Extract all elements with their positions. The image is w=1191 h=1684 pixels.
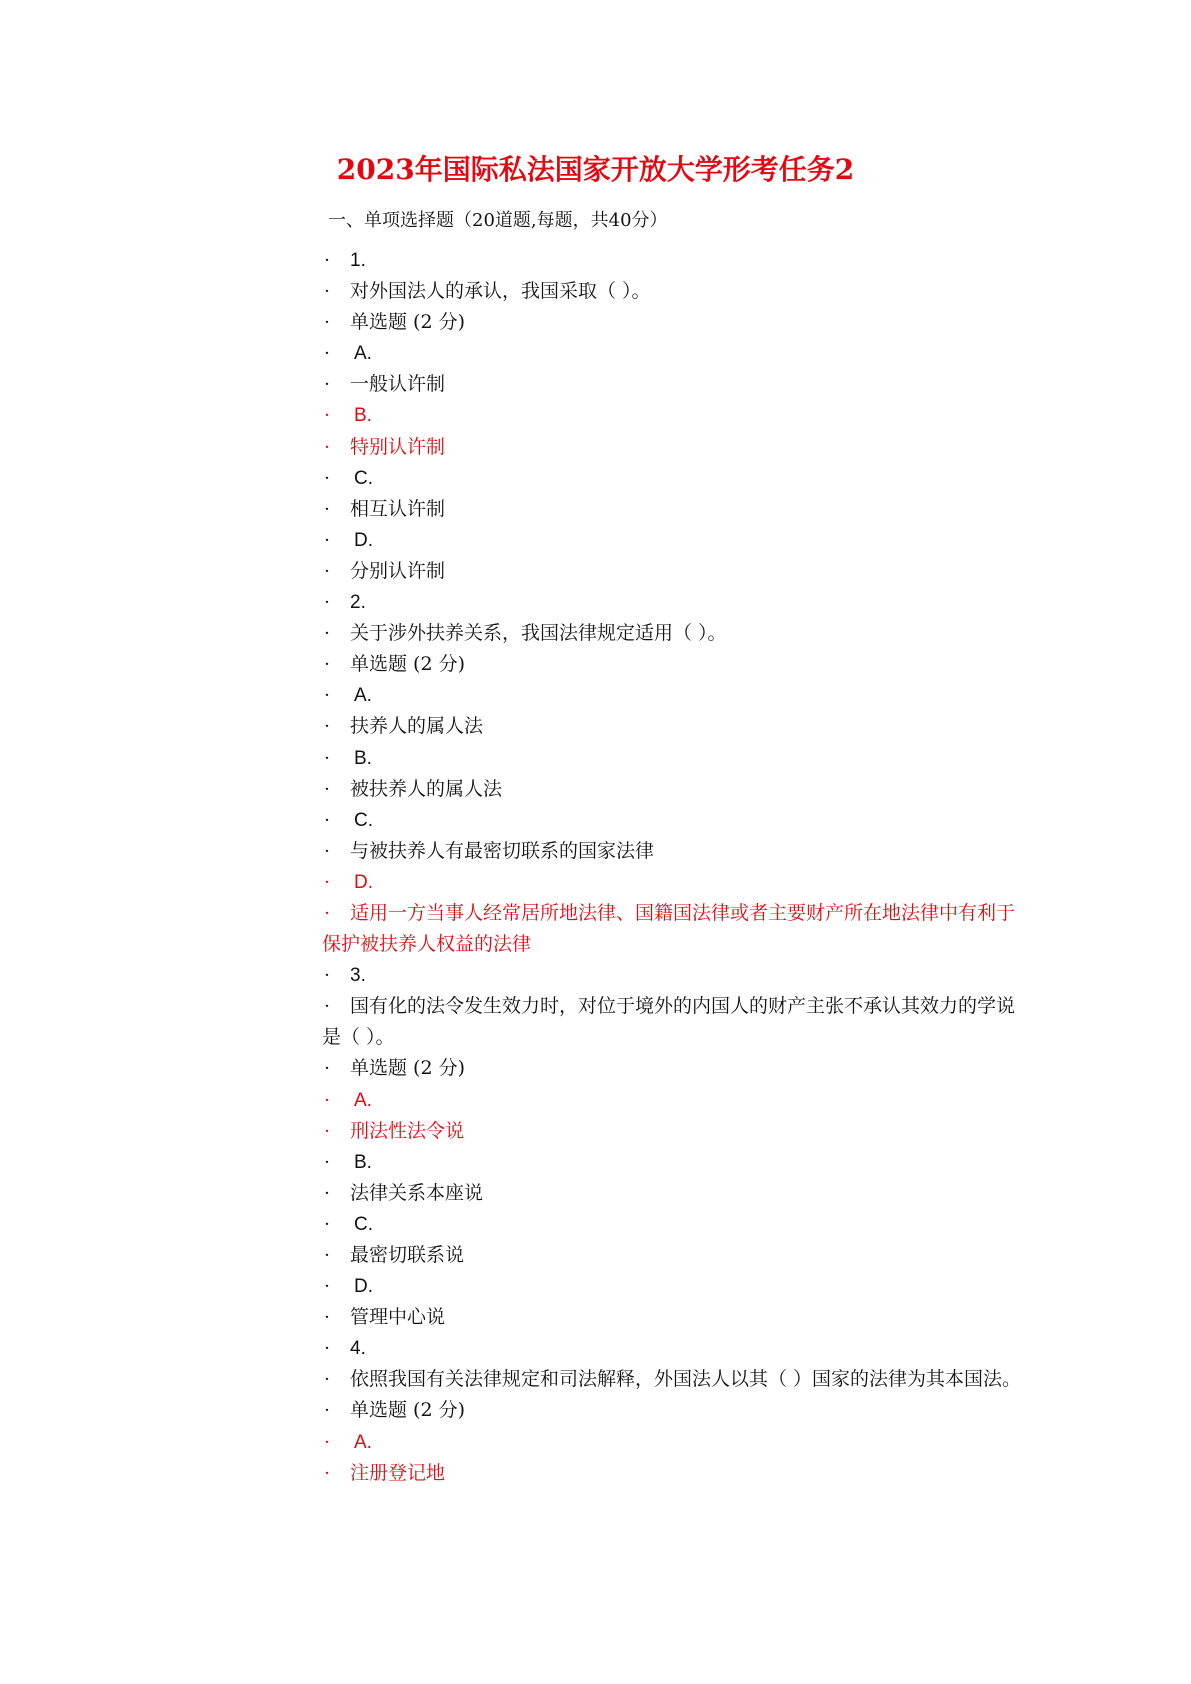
- line-text: A.: [354, 1431, 372, 1453]
- line-text: B.: [354, 405, 372, 427]
- option-label: [322, 1147, 1022, 1178]
- option-label: [322, 867, 1022, 898]
- line-text: A.: [354, 1089, 372, 1111]
- line-text: B.: [354, 747, 372, 769]
- bullet-icon: ·: [324, 1431, 330, 1453]
- bullet-icon: ·: [324, 778, 330, 800]
- section-heading: 一、单项选择题（20道题,每题，共40分）: [328, 210, 668, 231]
- line-text: 单选题 (2 分): [350, 311, 465, 334]
- bullet-icon: ·: [324, 436, 330, 458]
- option-label: [322, 743, 1022, 774]
- line-text: 1.: [350, 250, 366, 271]
- bullet-icon: ·: [324, 1213, 330, 1235]
- list-item: [322, 898, 1022, 960]
- list-item: [322, 556, 1022, 587]
- bullet-icon: ·: [324, 685, 330, 707]
- line-text: 相互认许制: [350, 497, 446, 520]
- bullet-icon: ·: [324, 1338, 330, 1360]
- line-text: 3.: [350, 965, 366, 987]
- list-item: [322, 1178, 1022, 1209]
- bullet-icon: ·: [324, 281, 330, 303]
- line-text: A.: [354, 343, 372, 365]
- line-text: 单选题 (2 分): [350, 1399, 465, 1422]
- bullet-icon: ·: [324, 1400, 330, 1422]
- line-text: 4.: [350, 1338, 366, 1360]
- line-text: 扶养人的属人法: [350, 715, 484, 738]
- line-text: 2.: [350, 592, 366, 614]
- list-item: [322, 1240, 1022, 1271]
- bullet-icon: ·: [324, 654, 330, 676]
- line-text: 单选题 (2 分): [350, 653, 465, 676]
- line-text: D.: [354, 871, 373, 893]
- list-item: [322, 1302, 1022, 1333]
- list-item: [322, 649, 1022, 680]
- bullet-icon: ·: [324, 529, 330, 551]
- bullet-icon: ·: [324, 312, 330, 334]
- list-item: [322, 276, 1022, 307]
- line-text: 国有化的法令发生效力时，对位于境外的内国人的财产主张不承认其效力的学说是（ ）。: [322, 995, 1016, 1049]
- line-text: D.: [354, 529, 373, 551]
- bullet-icon: ·: [324, 716, 330, 738]
- bullet-icon: ·: [324, 467, 330, 489]
- line-text: 分别认许制: [350, 559, 446, 582]
- bullet-icon: ·: [324, 871, 330, 893]
- line-text: 特别认许制: [350, 435, 446, 458]
- bullet-icon: ·: [324, 1245, 330, 1266]
- line-text: D.: [354, 1276, 373, 1298]
- list-item: [322, 369, 1022, 400]
- line-text: 被扶养人的属人法: [350, 777, 503, 800]
- question-number: [322, 587, 1022, 618]
- option-label: [322, 338, 1022, 369]
- option-label: [322, 525, 1022, 556]
- line-text: 对外国法人的承认，我国采取（ ）。: [350, 280, 651, 303]
- bullet-icon: ·: [324, 405, 330, 427]
- option-label: [322, 1209, 1022, 1240]
- bullet-icon: ·: [324, 747, 330, 769]
- bullet-icon: ·: [324, 1307, 330, 1329]
- line-text: 最密切联系说: [350, 1244, 465, 1266]
- line-text: 管理中心说: [350, 1306, 446, 1329]
- option-label: [322, 680, 1022, 711]
- list-item: [322, 494, 1022, 525]
- bullet-icon: ·: [324, 902, 330, 924]
- bullet-icon: ·: [324, 1058, 330, 1080]
- document-title: 2023年国际私法国家开放大学形考任务2: [336, 153, 855, 186]
- bullet-icon: ·: [324, 498, 330, 520]
- bullet-icon: ·: [324, 996, 330, 1018]
- line-text: 注册登记地: [350, 1461, 446, 1484]
- bullet-icon: ·: [324, 1369, 330, 1391]
- list-item: [322, 618, 1022, 649]
- bullet-icon: ·: [324, 374, 330, 396]
- option-label: [322, 1271, 1022, 1302]
- option-label: [322, 805, 1022, 836]
- bullet-icon: ·: [324, 560, 330, 582]
- line-text: 与被扶养人有最密切联系的国家法律: [350, 839, 655, 862]
- line-text: 依照我国有关法律规定和司法解释，外国法人以其（ ）国家的法律为其本国法。: [350, 1368, 1022, 1391]
- line-text: 关于涉外扶养关系，我国法律规定适用（ ）。: [350, 622, 727, 645]
- question-list: [322, 245, 1022, 1489]
- list-item: [322, 836, 1022, 867]
- bullet-icon: ·: [324, 592, 330, 614]
- line-text: C.: [354, 1213, 373, 1235]
- line-text: 单选题 (2 分): [350, 1057, 465, 1080]
- bullet-icon: ·: [324, 1151, 330, 1173]
- list-item: [322, 307, 1022, 338]
- option-label: [322, 1427, 1022, 1458]
- list-item: [322, 1458, 1022, 1489]
- bullet-icon: ·: [324, 1276, 330, 1298]
- bullet-icon: ·: [324, 623, 330, 645]
- line-text: C.: [354, 809, 373, 831]
- bullet-icon: ·: [324, 809, 330, 831]
- question-number: [322, 245, 1022, 276]
- list-item: [322, 774, 1022, 805]
- question-number: [322, 960, 1022, 991]
- line-text: 一般认许制: [350, 373, 446, 396]
- list-item: [322, 1364, 1022, 1395]
- bullet-icon: ·: [324, 1120, 330, 1142]
- line-text: A.: [354, 685, 372, 707]
- bullet-icon: ·: [324, 1089, 330, 1111]
- bullet-icon: ·: [324, 343, 330, 365]
- list-item: [322, 1116, 1022, 1147]
- line-text: B.: [354, 1151, 372, 1173]
- bullet-icon: ·: [324, 965, 330, 987]
- line-text: 刑法性法令说: [350, 1119, 465, 1142]
- line-text: 适用一方当事人经常居所地法律、国籍国法律或者主要财产所在地法律中有利于保护被扶养人权益的法律: [322, 901, 1016, 956]
- option-label: [322, 463, 1022, 494]
- option-label: [322, 400, 1022, 431]
- option-label: [322, 1085, 1022, 1116]
- list-item: [322, 1053, 1022, 1084]
- bullet-icon: ·: [324, 1462, 330, 1484]
- line-text: C.: [354, 467, 373, 489]
- list-item: [322, 1395, 1022, 1426]
- list-item: [322, 991, 1022, 1053]
- line-text: 法律关系本座说: [350, 1181, 484, 1204]
- list-item: [322, 711, 1022, 742]
- list-item: [322, 432, 1022, 463]
- bullet-icon: ·: [324, 1182, 330, 1204]
- bullet-icon: ·: [324, 250, 330, 271]
- bullet-icon: ·: [324, 840, 330, 862]
- question-number: [322, 1333, 1022, 1364]
